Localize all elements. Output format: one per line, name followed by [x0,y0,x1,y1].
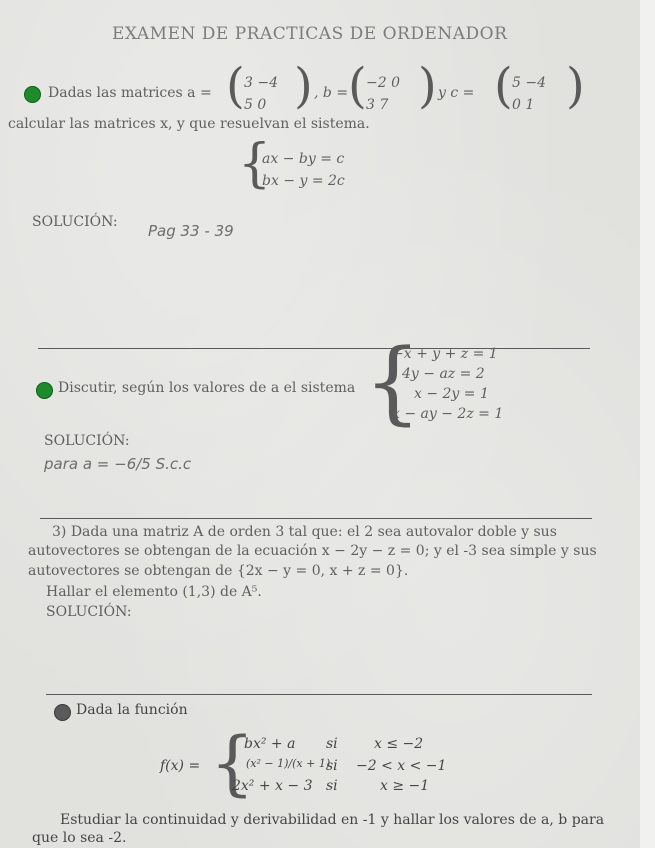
green-marker-icon [24,86,41,103]
q2-handwritten-note: para a = −6/5 S.c.c [44,455,192,473]
q2-solucion: SOLUCIÓN: [44,433,130,449]
matrix-c-close: ) [566,58,585,114]
q3-line4: Hallar el elemento (1,3) de A⁵. [46,584,262,600]
q2-system: −x + y + z = 1 4y − az = 2 x − 2y = 1 x − ay − 2z = 1 [392,346,504,422]
b-label: , b = [314,85,349,101]
q2-text: Discutir, según los valores de a el sistema [58,380,356,396]
q4-case3-si: si [326,778,338,794]
matrix-a-body: 3 −4 5 0 [244,75,278,113]
q3-line1: 3) Dada una matriz A de orden 3 tal que: el 2 sea autovalor doble y sus [52,524,557,540]
divider-2 [40,518,592,519]
page-edge [640,0,655,848]
matrix-c: ( [494,58,513,114]
c-label: y c = [438,85,475,101]
q1-handwritten-note: Pag 33 - 39 [148,222,234,240]
q3-line3: autovectores se obtengan de {2x − y = 0, x + z = 0}. [28,563,409,579]
q3-line2: autovectores se obtengan de la ecuación x − 2y − z = 0; y el -3 sea simple y sus [28,543,597,559]
divider-3 [46,694,592,695]
q4-case1-cond: x ≤ −2 [374,736,424,752]
green-marker-icon [36,382,53,399]
matrix-c-body: 5 −4 0 1 [512,75,546,113]
q4-case3-expr: 2x² + x − 3 [232,778,313,794]
q4-fx: f(x) = [160,758,201,774]
divider-1 [38,348,590,349]
matrix-b-body: −2 0 3 7 [366,75,400,113]
matrix-a: ( [226,58,245,114]
q4-case2-si: si [326,758,338,774]
matrix-a-close: ) [294,58,313,114]
exam-title: EXAMEN DE PRACTICAS DE ORDENADOR [112,24,508,44]
matrix-b-close: ) [418,58,437,114]
q4-line2: que lo sea -2. [32,830,127,846]
q1-line2: calcular las matrices x, y que resuelvan el sistema. [8,116,370,132]
q4-case1-expr: bx² + a [244,736,296,752]
q4-case2-expr: (x² − 1)/(x + 1) [246,757,331,770]
q1-solucion: SOLUCIÓN: [32,214,118,230]
q2-system-brace: { [364,330,422,435]
matrix-b: ( [348,58,367,114]
q1-system: ax − by = c bx − y = 2c [262,151,345,189]
q1-system-brace: { [238,134,272,194]
q3-solucion: SOLUCIÓN: [46,604,132,620]
q4-intro: Dada la función [76,702,188,718]
q4-line1: Estudiar la continuidad y derivabilidad en -1 y hallar los valores de a, b para [60,812,605,828]
q4-case3-cond: x ≥ −1 [380,778,430,794]
q4-case2-cond: −2 < x < −1 [356,758,447,774]
q4-piecewise-brace: { [210,722,255,804]
q1-intro: Dadas las matrices a = [48,85,212,101]
marker-icon [54,704,71,721]
q4-case1-si: si [326,736,338,752]
